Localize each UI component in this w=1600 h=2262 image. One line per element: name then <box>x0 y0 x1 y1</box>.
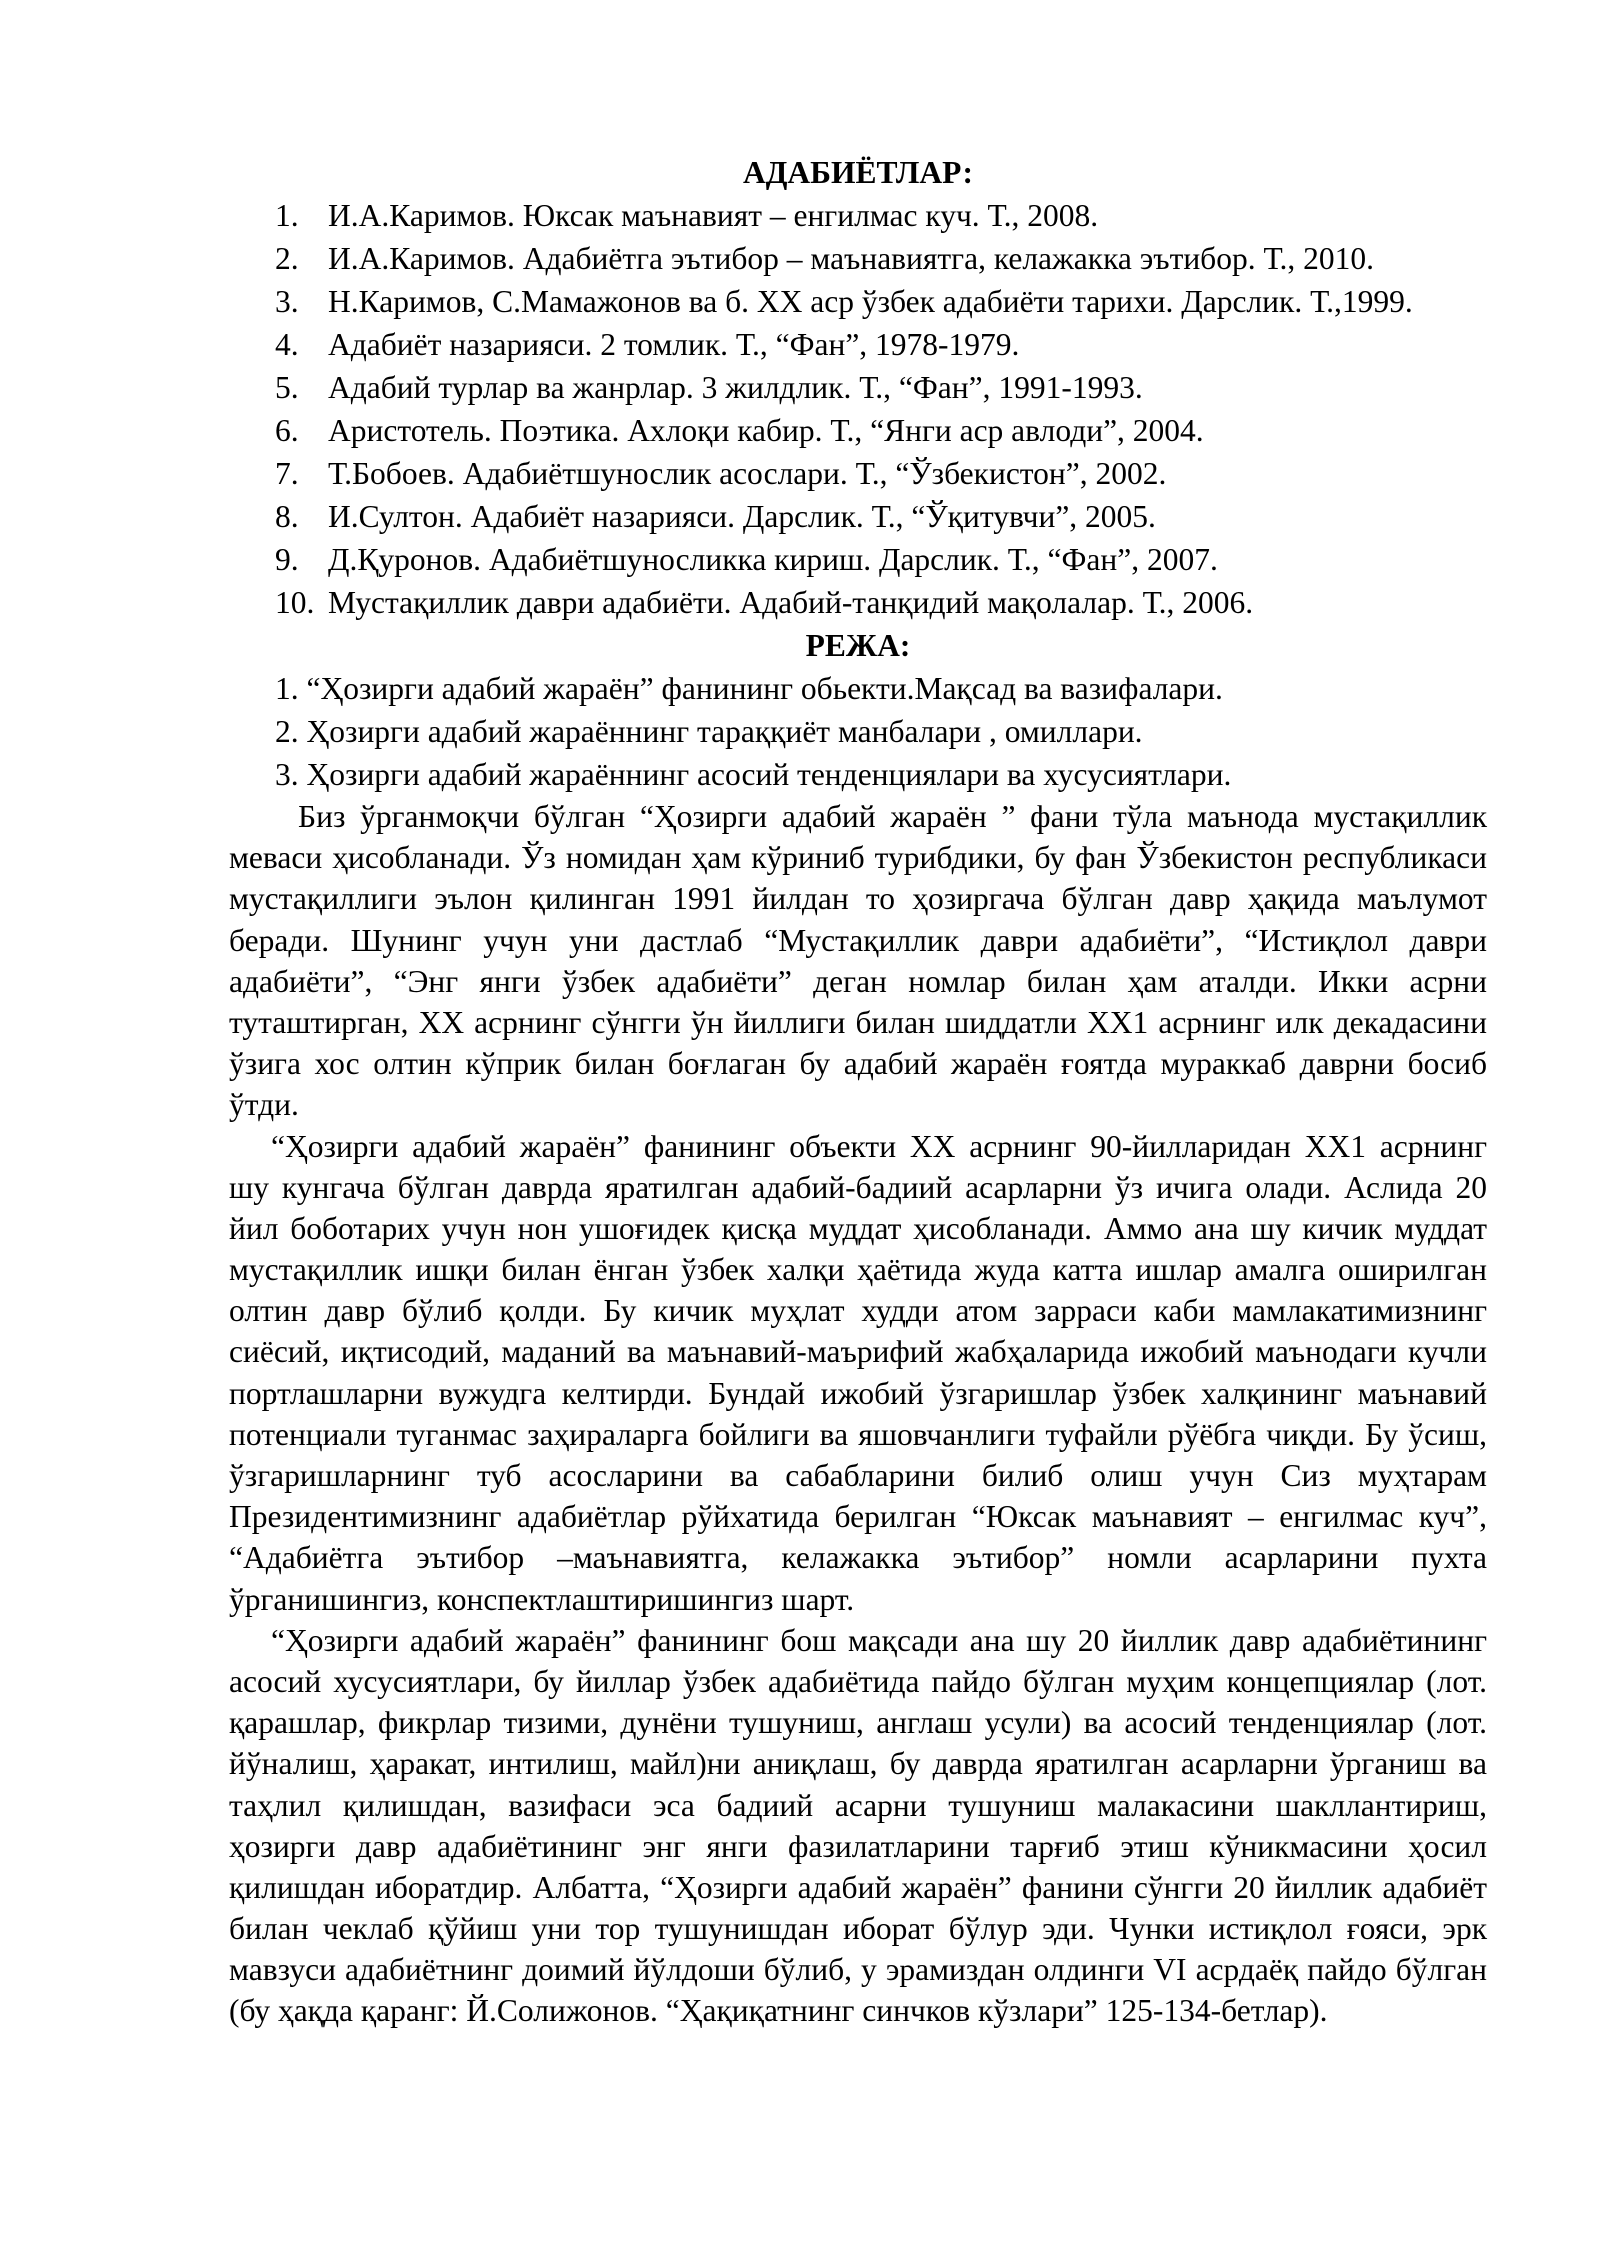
paragraph-line: мустақиллиги эълон қилинган 1991 йилдан то ҳозиргача бўлган давр ҳақида маълумот <box>229 881 1487 917</box>
reference-number: 9. <box>275 542 299 577</box>
paragraph-line: ўзига хос олтин кўприк билан боғлаган бу адабий жараён ғоятда мураккаб даврни босиб <box>229 1046 1487 1082</box>
body-paragraph <box>229 796 1487 1126</box>
paragraph-line: беради. Шунинг учун уни дастлаб “Мустақиллик даври адабиёти”, “Истиқлол даври <box>229 922 1487 958</box>
paragraph-line: ўтди. <box>229 1087 299 1123</box>
plan-item <box>229 710 1487 753</box>
reference-item <box>229 323 1487 366</box>
reference-item <box>229 194 1487 237</box>
plan-item-text: 3. Ҳозирги адабий жараённинг асосий тенденциялари ва хусусиятлари. <box>275 757 1232 792</box>
paragraph-line: олтин давр бўлиб қолди. Бу кичик муҳлат худди атом зарраси каби мамлакатимизнинг <box>229 1293 1487 1329</box>
paragraph-line: қарашлар, фикрлар тизими, дунёни тушуниш, англаш усули) ва асосий тенденциялар (лот. <box>229 1705 1487 1741</box>
paragraph-line: меваси ҳисобланади. Ўз номидан ҳам кўриниб турибдики, бу фан Ўзбекистон республикаси <box>229 840 1487 876</box>
reference-item <box>229 581 1487 624</box>
paragraph-line: қилишдан иборатдир. Албатта, “Ҳозирги адабий жараён” фанини сўнгги 20 йиллик адабиёт <box>229 1869 1487 1905</box>
reference-text: Мустақиллик даври адабиёти. Адабий-танқидий мақолалар. Т., 2006. <box>328 585 1254 620</box>
reference-text: Т.Бобоев. Адабиётшунослик асослари. Т., “Ўзбекистон”, 2002. <box>328 456 1167 491</box>
paragraph-line: йил боботарих учун нон ушоғидек қисқа муддат ҳисобланади. Аммо ана шу кичик муддат <box>229 1210 1487 1246</box>
reference-item <box>229 452 1487 495</box>
reference-number: 1. <box>275 198 299 233</box>
references-title: АДАБИЁТЛАР: <box>742 155 974 190</box>
paragraph-line: сиёсий, иқтисодий, маданий ва маънавий-маърифий жабҳаларида ижобий маънодаги кучли <box>229 1334 1487 1370</box>
paragraph-line: йўналиш, ҳаракат, интилиш, майл)ни аниқлаш, бу даврда яратилган асарларни ўрганиш ва <box>229 1746 1487 1782</box>
reference-item <box>229 495 1487 538</box>
paragraph-line: “Ҳозирги адабий жараён” фанининг объекти ХХ асрнинг 90-йилларидан ХХ1 асрнинг <box>271 1128 1487 1164</box>
paragraph-line: таҳлил қилишдан, вазифаси эса бадиий асарни тушуниш малакасини шакллантириш, <box>229 1787 1487 1823</box>
plan-item-text: 2. Ҳозирги адабий жараённинг тараққиёт манбалари , омиллари. <box>275 714 1143 749</box>
paragraph-line: туташтирган, ХХ асрнинг сўнгги ўн йиллиги билан шиддатли ХХ1 асрнинг илк декадасини <box>229 1004 1487 1040</box>
plan-item-text: 1. “Ҳозирги адабий жараён” фанининг обьекти.Мақсад ва вазифалари. <box>275 671 1223 706</box>
reference-number: 10. <box>275 585 315 620</box>
reference-number: 4. <box>275 327 299 362</box>
body-paragraph <box>229 1126 1487 1620</box>
paragraph-line: мавзуси адабиётнинг доимий йўлдоши бўлиб, у эрамиздан олдинги VI асрдаёқ пайдо бўлган <box>229 1952 1487 1988</box>
paragraph-line: мустақиллик ишқи билан ёнган ўзбек халқи ҳаётида жуда катта ишлар амалга оширилган <box>229 1252 1487 1288</box>
plan-item <box>229 753 1487 796</box>
reference-text: Н.Каримов, С.Мамажонов ва б. ХХ аср ўзбек адабиёти тарихи. Дарслик. Т.,1999. <box>328 284 1413 319</box>
reference-item <box>229 409 1487 452</box>
paragraph-line: потенциали туганмас заҳираларга бойлиги ва яшовчанлиги туфайли рўёбга чиқди. Бу ўсиш, <box>229 1416 1487 1452</box>
reference-number: 7. <box>275 456 299 491</box>
reference-number: 6. <box>275 413 299 448</box>
paragraph-line: ўрганишингиз, конспектлаштиришингиз шарт. <box>229 1581 855 1617</box>
document-body <box>229 151 1487 2032</box>
plan-item <box>229 667 1487 710</box>
paragraph-line: асосий хусусиятлари, бу йиллар ўзбек адабиётида пайдо бўлган муҳим концепциялар (лот. <box>229 1663 1487 1699</box>
reference-text: И.Султон. Адабиёт назарияси. Дарслик. Т., “Ўқитувчи”, 2005. <box>328 499 1156 534</box>
reference-item <box>229 366 1487 409</box>
reference-text: Аристотель. Поэтика. Ахлоқи кабир. Т., “Янги аср авлоди”, 2004. <box>328 413 1204 448</box>
references-section <box>229 151 1487 624</box>
body-paragraph <box>229 1620 1487 2032</box>
paragraph-line: ҳозирги давр адабиётининг энг янги фазилатларини тарғиб этиш кўникмасини ҳосил <box>229 1828 1487 1864</box>
reference-text: Адабиёт назарияси. 2 томлик. Т., “Фан”, 1978-1979. <box>328 327 1020 362</box>
plan-title: РЕЖА: <box>805 628 911 663</box>
reference-text: Адабий турлар ва жанрлар. 3 жилдлик. Т., “Фан”, 1991-1993. <box>328 370 1143 405</box>
paragraph-line: портлашларни вужудга келтирди. Бундай ижобий ўзгаришлар ўзбек халқининг маънавий <box>229 1375 1487 1411</box>
paragraph-line: “Ҳозирги адабий жараён” фанининг бош мақсади ана шу 20 йиллик давр адабиётининг <box>271 1622 1487 1658</box>
reference-number: 3. <box>275 284 299 319</box>
paragraph-line: шу кунгача бўлган даврда яратилган адабий-бадиий асарларни ўз ичига олади. Аслида 20 <box>229 1169 1487 1205</box>
paragraph-line: Биз ўрганмоқчи бўлган “Ҳозирги адабий жараён ” фани тўла маънода мустақиллик <box>298 799 1487 834</box>
paragraph-line: Президентимизнинг адабиётлар рўйхатида берилган “Юксак маънавият – енгилмас куч”, <box>229 1499 1487 1535</box>
reference-number: 2. <box>275 241 299 276</box>
reference-number: 8. <box>275 499 299 534</box>
paragraph-line: адабиёти”, “Энг янги ўзбек адабиёти” деган номлар билан ҳам аталди. Икки асрни <box>229 963 1487 999</box>
reference-text: Д.Қуронов. Адабиётшуносликка кириш. Дарслик. Т., “Фан”, 2007. <box>328 542 1218 577</box>
plan-section <box>229 624 1487 796</box>
reference-text: И.А.Каримов. Юксак маънавият – енгилмас куч. Т., 2008. <box>328 198 1099 233</box>
reference-item <box>229 280 1487 323</box>
reference-number: 5. <box>275 370 299 405</box>
paragraph-line: билан чеклаб қўйиш уни тор тушунишдан иборат бўлур эди. Чунки истиқлол ғояси, эрк <box>229 1911 1487 1947</box>
reference-item <box>229 538 1487 581</box>
paragraph-line: “Адабиётга эътибор –маънавиятга, келажакка эътибор” номли асарларини пухта <box>229 1540 1487 1576</box>
paragraph-line: ўзгаришларнинг туб асосларини ва сабабларини билиб олиш учун Сиз муҳтарам <box>229 1458 1487 1493</box>
paragraph-line: (бу ҳақда қаранг: Й.Солижонов. “Ҳақиқатнинг синчков кўзлари” 125-134-бетлар). <box>229 1993 1328 2029</box>
reference-text: И.А.Каримов. Адабиётга эътибор – маънавиятга, келажакка эътибор. Т., 2010. <box>328 241 1375 276</box>
reference-item <box>229 237 1487 280</box>
